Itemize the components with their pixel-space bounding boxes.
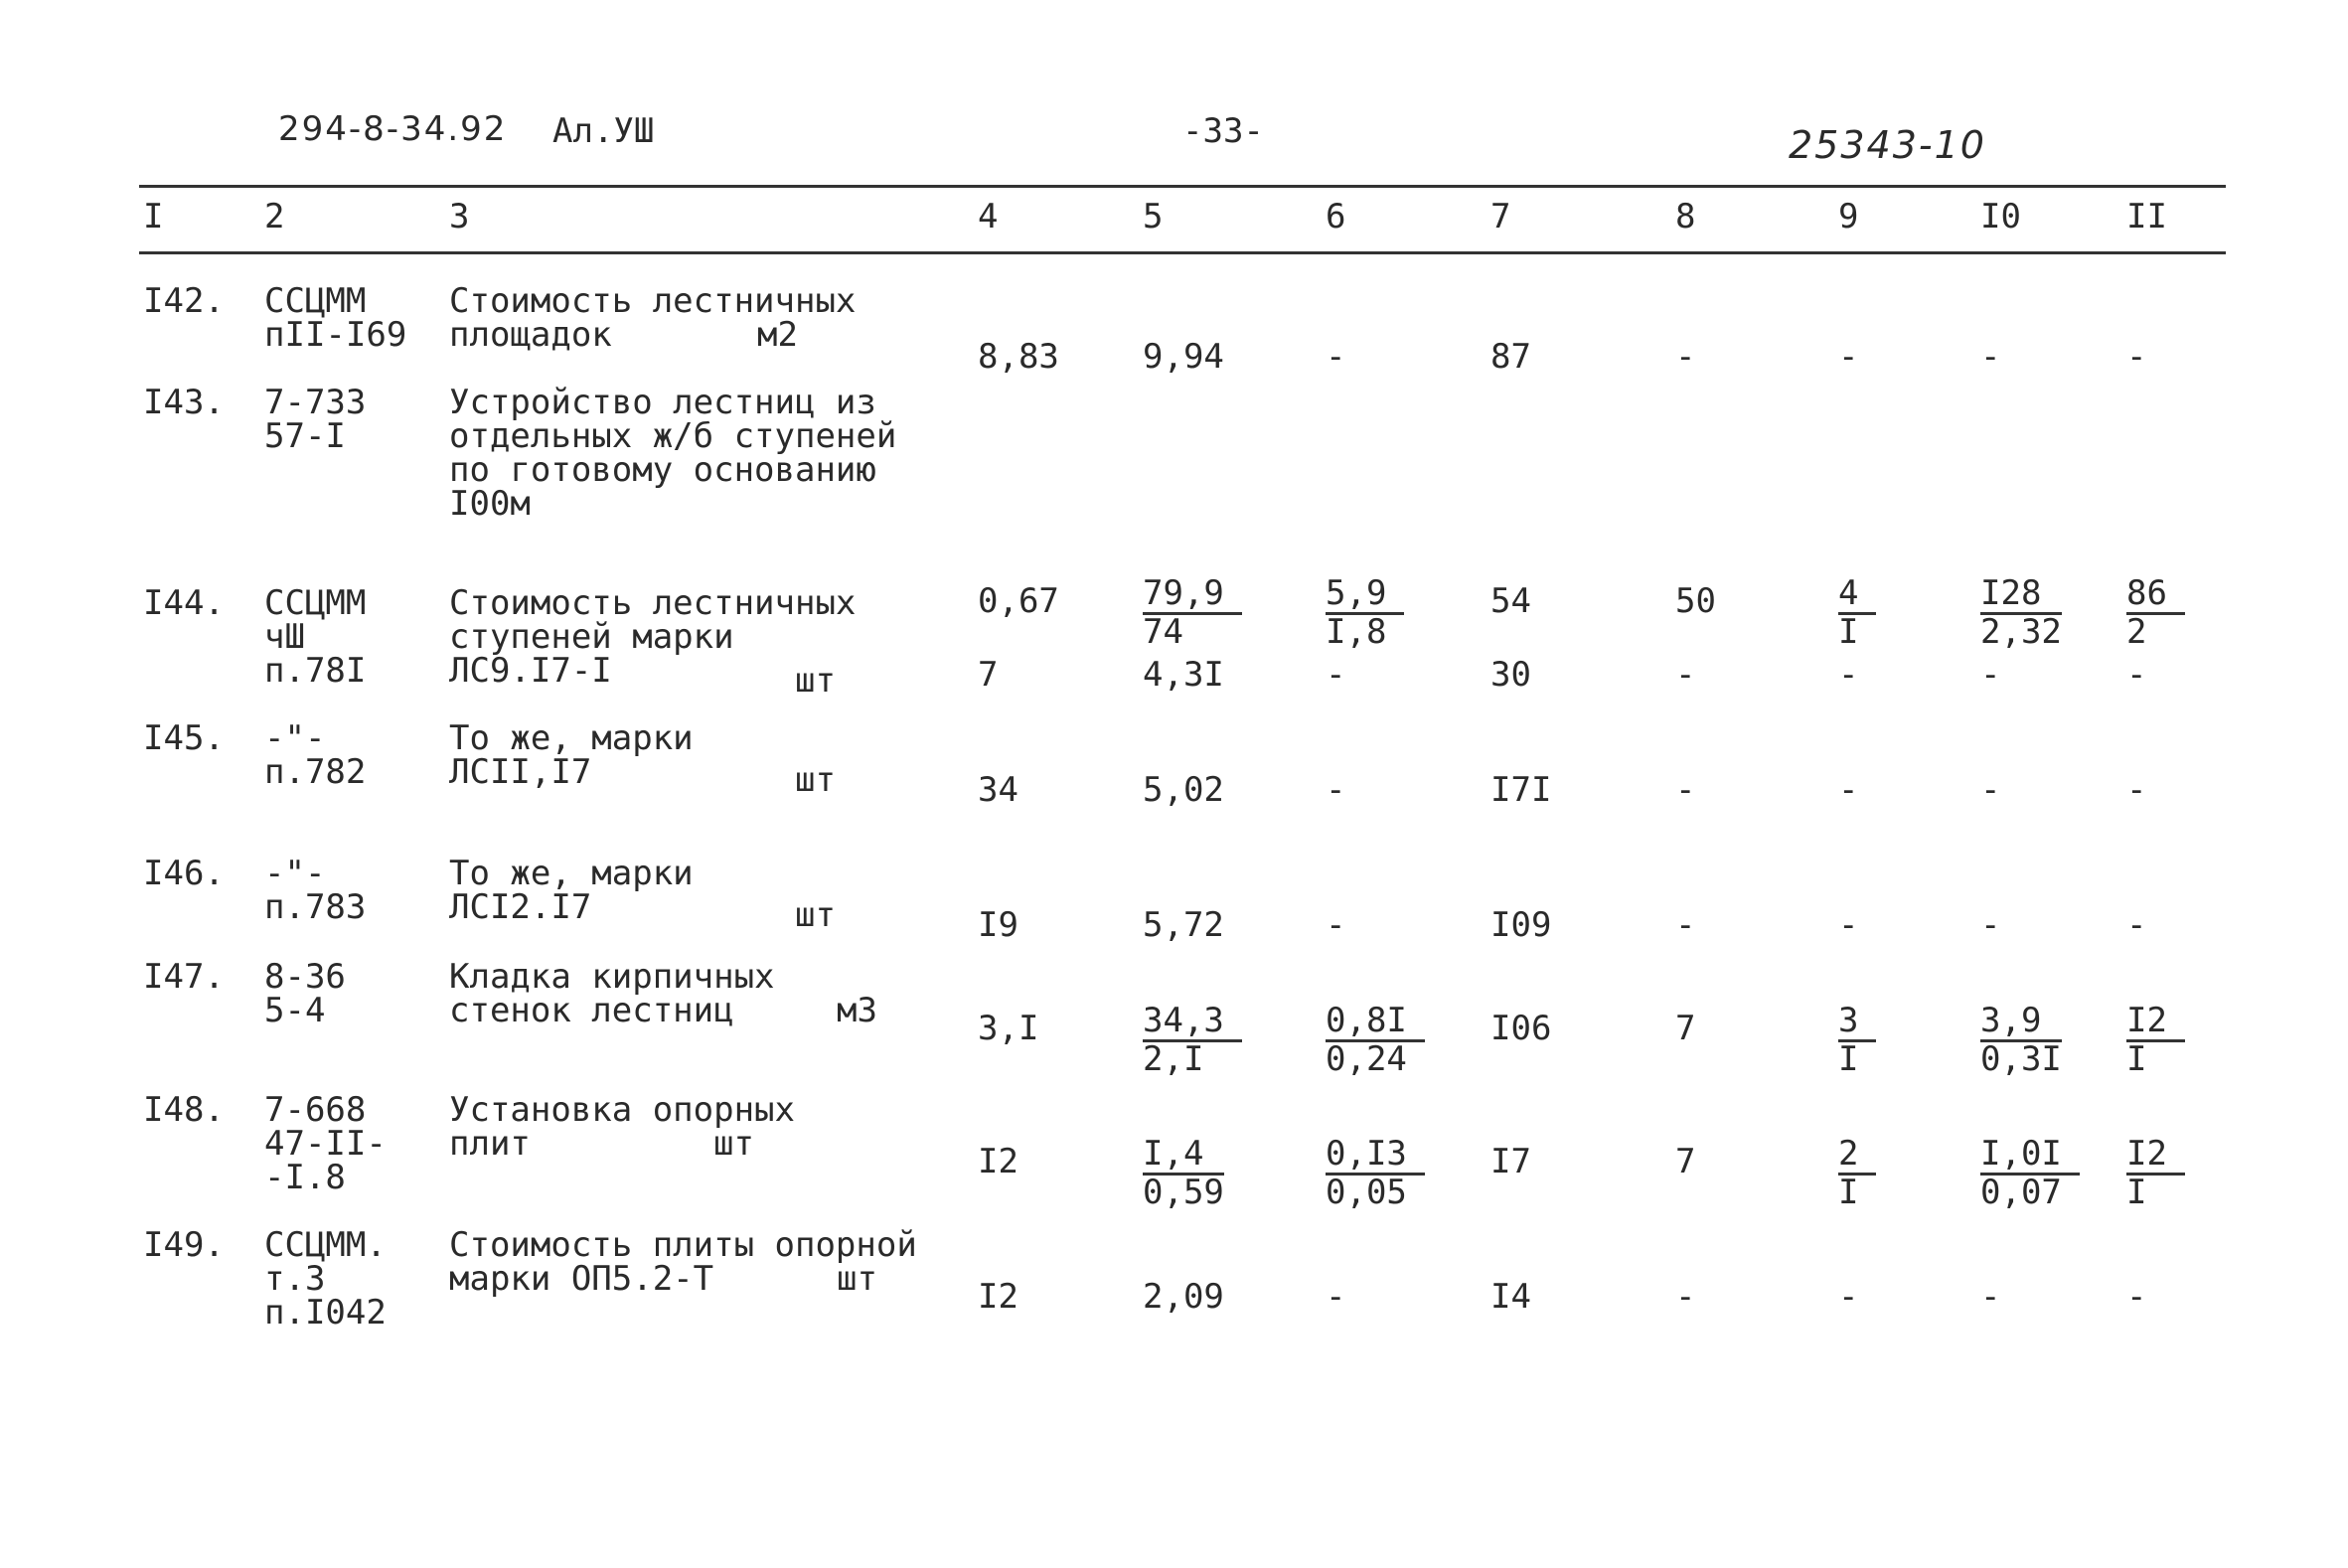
item-number: I47. xyxy=(143,957,225,997)
work-description xyxy=(449,718,694,792)
value-col8: 7 xyxy=(1675,1009,1696,1048)
value-col9: - xyxy=(1838,1277,1859,1317)
value-col4: 8,83 xyxy=(978,337,1059,377)
value-fraction xyxy=(1980,573,2062,652)
rate-code xyxy=(264,281,407,355)
value-col7: I06 xyxy=(1490,1009,1552,1048)
rate-code-line: 5-4 xyxy=(264,991,326,1030)
description-line: марки ОП5.2-Т xyxy=(449,1259,714,1299)
value-col4: I2 xyxy=(978,1142,1018,1181)
value-col8: 50 xyxy=(1675,581,1716,621)
description-line: То же, марки xyxy=(449,718,694,758)
fraction xyxy=(1143,573,1242,652)
unit-of-measure: шт xyxy=(795,760,836,800)
fraction-denominator: 2,I xyxy=(1143,1039,1204,1079)
rate-code xyxy=(264,383,367,456)
value-col8: - xyxy=(1675,655,1696,695)
document-number: 25343-10 xyxy=(1789,123,1986,167)
column-number: I xyxy=(143,197,164,236)
value-fraction xyxy=(1980,1001,2062,1079)
value-col9: - xyxy=(1838,905,1859,945)
description-line: по готовому основанию xyxy=(449,450,876,490)
fraction xyxy=(2126,573,2185,652)
value-col6: - xyxy=(1326,905,1346,945)
fraction-denominator: 2 xyxy=(2126,612,2147,652)
value-col5: 5,72 xyxy=(1143,905,1224,945)
column-number: II xyxy=(2126,197,2167,236)
fraction-numerator: I2 xyxy=(2126,1004,2185,1042)
value-col9: - xyxy=(1838,337,1859,377)
value-fraction xyxy=(1980,1134,2080,1212)
description-line: Стоимость лестничных xyxy=(449,583,857,623)
value-col4: 7 xyxy=(978,655,999,695)
value-col11: - xyxy=(2126,1277,2147,1317)
fraction-numerator: 0,I3 xyxy=(1326,1137,1425,1176)
value-col7: 54 xyxy=(1490,581,1531,621)
fraction xyxy=(2126,1134,2185,1212)
fraction-denominator: I xyxy=(1838,612,1859,652)
value-fraction xyxy=(1143,1001,1242,1079)
fraction xyxy=(1838,1001,1876,1079)
rate-code-line: чШ xyxy=(264,617,305,657)
value-col9: - xyxy=(1838,655,1859,695)
column-number: 8 xyxy=(1675,197,1696,236)
description-line: площадок xyxy=(449,315,612,355)
value-fraction xyxy=(1326,1001,1425,1079)
value-fraction xyxy=(1838,573,1876,652)
unit-of-measure: шт xyxy=(795,661,836,701)
description-line: отдельных ж/б ступеней xyxy=(449,416,897,456)
item-number: I43. xyxy=(143,383,225,422)
fraction xyxy=(1838,573,1876,652)
unit-of-measure: м3 xyxy=(837,991,877,1030)
rate-code-line: п.782 xyxy=(264,752,367,792)
fraction-numerator: I28 xyxy=(1980,576,2062,615)
work-description xyxy=(449,854,694,927)
table-header-rule xyxy=(139,251,2226,254)
rate-code-line: 7-668 xyxy=(264,1090,367,1130)
column-number: 3 xyxy=(449,197,470,236)
fraction-numerator: 79,9 xyxy=(1143,576,1242,615)
description-line: Установка опорных xyxy=(449,1090,795,1130)
value-col5: 2,09 xyxy=(1143,1277,1224,1317)
description-line: ЛС9.I7-I xyxy=(449,651,612,691)
value-col6: - xyxy=(1326,1277,1346,1317)
rate-code-line: 7-733 xyxy=(264,383,367,422)
rate-code xyxy=(264,1225,387,1333)
fraction xyxy=(1143,1134,1224,1212)
fraction-denominator: I xyxy=(1838,1173,1859,1212)
fraction xyxy=(1326,573,1404,652)
unit-of-measure: шт xyxy=(713,1124,754,1164)
value-col10: - xyxy=(1980,770,2001,810)
work-description xyxy=(449,957,775,1030)
rate-code-line: 8-36 xyxy=(264,957,346,997)
fraction-numerator: 3 xyxy=(1838,1004,1876,1042)
description-line: стенок лестниц xyxy=(449,991,734,1030)
value-fraction xyxy=(2126,1001,2185,1079)
value-col4: 34 xyxy=(978,770,1018,810)
fraction xyxy=(1838,1134,1876,1212)
value-fraction xyxy=(1143,1134,1224,1212)
value-fraction xyxy=(1838,1001,1876,1079)
fraction-denominator: 2,32 xyxy=(1980,612,2062,652)
fraction xyxy=(1326,1001,1425,1079)
fraction-numerator: 86 xyxy=(2126,576,2185,615)
fraction-numerator: 34,3 xyxy=(1143,1004,1242,1042)
rate-code-line: -"- xyxy=(264,854,326,893)
value-col4: I9 xyxy=(978,905,1018,945)
value-col7: I7 xyxy=(1490,1142,1531,1181)
fraction-numerator: 5,9 xyxy=(1326,576,1404,615)
rate-code xyxy=(264,718,367,792)
column-number: 5 xyxy=(1143,197,1164,236)
fraction-denominator: 0,05 xyxy=(1326,1173,1407,1212)
fraction xyxy=(1980,573,2062,652)
value-col10: - xyxy=(1980,905,2001,945)
unit-of-measure: шт xyxy=(837,1259,877,1299)
fraction xyxy=(1980,1001,2062,1079)
rate-code xyxy=(264,583,367,691)
rate-code-line: 47-II- xyxy=(264,1124,387,1164)
description-line: ЛСI2.I7 xyxy=(449,887,592,927)
value-fraction xyxy=(2126,1134,2185,1212)
description-line: Стоимость лестничных xyxy=(449,281,857,321)
column-number: 7 xyxy=(1490,197,1511,236)
description-line: Кладка кирпичных xyxy=(449,957,775,997)
unit-of-measure: шт xyxy=(795,895,836,935)
fraction xyxy=(1143,1001,1242,1079)
fraction-denominator: 0,59 xyxy=(1143,1173,1224,1212)
rate-code-line: п.78I xyxy=(264,651,367,691)
value-col10: - xyxy=(1980,337,2001,377)
fraction-numerator: I2 xyxy=(2126,1137,2185,1176)
fraction-denominator: 74 xyxy=(1143,612,1183,652)
value-col4: 3,I xyxy=(978,1009,1039,1048)
value-col5: 4,3I xyxy=(1143,655,1224,695)
description-line: То же, марки xyxy=(449,854,694,893)
fraction xyxy=(2126,1001,2185,1079)
column-number: I0 xyxy=(1980,197,2021,236)
value-col7: I09 xyxy=(1490,905,1552,945)
value-col5: 5,02 xyxy=(1143,770,1224,810)
value-col11: - xyxy=(2126,770,2147,810)
rate-code xyxy=(264,1090,387,1197)
value-fraction xyxy=(1326,573,1404,652)
value-col6: - xyxy=(1326,655,1346,695)
rate-code xyxy=(264,957,346,1030)
rate-code-line: -I.8 xyxy=(264,1158,346,1197)
value-col7: I4 xyxy=(1490,1277,1531,1317)
value-col11: - xyxy=(2126,655,2147,695)
fraction-numerator: 4 xyxy=(1838,576,1876,615)
item-number: I44. xyxy=(143,583,225,623)
rate-code-line: ССЦММ. xyxy=(264,1225,387,1265)
value-fraction xyxy=(1143,573,1242,652)
value-col7: 30 xyxy=(1490,655,1531,695)
column-number: 4 xyxy=(978,197,999,236)
value-fraction xyxy=(1326,1134,1425,1212)
sheet-label: Ал.УШ xyxy=(552,111,655,151)
fraction-denominator: I xyxy=(2126,1173,2147,1212)
rate-code-line: пII-I69 xyxy=(264,315,407,355)
rate-code-line: 57-I xyxy=(264,416,346,456)
fraction-denominator: I xyxy=(1838,1039,1859,1079)
value-col8: - xyxy=(1675,337,1696,377)
description-line: Стоимость плиты опорной xyxy=(449,1225,917,1265)
rate-code-line: ССЦММ xyxy=(264,281,367,321)
value-col4: I2 xyxy=(978,1277,1018,1317)
fraction-numerator: 2 xyxy=(1838,1137,1876,1176)
column-number: 6 xyxy=(1326,197,1346,236)
rate-code-line: п.I042 xyxy=(264,1293,387,1333)
value-col6: - xyxy=(1326,770,1346,810)
table-top-rule xyxy=(139,185,2226,188)
unit-of-measure: м2 xyxy=(757,315,798,355)
fraction-denominator: 0,3I xyxy=(1980,1039,2062,1079)
fraction-denominator: I xyxy=(2126,1039,2147,1079)
rate-code-line: -"- xyxy=(264,718,326,758)
item-number: I42. xyxy=(143,281,225,321)
description-line: плит xyxy=(449,1124,531,1164)
description-line: Устройство лестниц из xyxy=(449,383,876,422)
column-number: 2 xyxy=(264,197,285,236)
fraction-numerator: 3,9 xyxy=(1980,1004,2062,1042)
value-col8: - xyxy=(1675,905,1696,945)
fraction-numerator: 0,8I xyxy=(1326,1004,1425,1042)
rate-code-line: т.3 xyxy=(264,1259,326,1299)
column-number: 9 xyxy=(1838,197,1859,236)
value-col8: 7 xyxy=(1675,1142,1696,1181)
description-line: ЛСII,I7 xyxy=(449,752,592,792)
value-col5: 9,94 xyxy=(1143,337,1224,377)
item-number: I48. xyxy=(143,1090,225,1130)
value-col6: - xyxy=(1326,337,1346,377)
value-col11: - xyxy=(2126,905,2147,945)
value-fraction xyxy=(2126,573,2185,652)
value-fraction xyxy=(1838,1134,1876,1212)
value-col8: - xyxy=(1675,1277,1696,1317)
value-col4: 0,67 xyxy=(978,581,1059,621)
value-col8: - xyxy=(1675,770,1696,810)
item-number: I45. xyxy=(143,718,225,758)
page-number: -33- xyxy=(1182,111,1264,151)
value-col11: - xyxy=(2126,337,2147,377)
description-line: ступеней марки xyxy=(449,617,734,657)
description-line: I00м xyxy=(449,484,531,524)
fraction-denominator: I,8 xyxy=(1326,612,1387,652)
fraction xyxy=(1980,1134,2080,1212)
rate-code-line: п.783 xyxy=(264,887,367,927)
doc-code: 294-8-34.92 xyxy=(278,109,508,149)
rate-code xyxy=(264,854,367,927)
fraction xyxy=(1326,1134,1425,1212)
item-number: I49. xyxy=(143,1225,225,1265)
fraction-numerator: I,0I xyxy=(1980,1137,2080,1176)
fraction-denominator: 0,24 xyxy=(1326,1039,1407,1079)
fraction-numerator: I,4 xyxy=(1143,1137,1224,1176)
value-col10: - xyxy=(1980,1277,2001,1317)
rate-code-line: ССЦММ xyxy=(264,583,367,623)
value-col9: - xyxy=(1838,770,1859,810)
value-col10: - xyxy=(1980,655,2001,695)
item-number: I46. xyxy=(143,854,225,893)
value-col7: I7I xyxy=(1490,770,1552,810)
value-col7: 87 xyxy=(1490,337,1531,377)
work-description xyxy=(449,383,897,524)
fraction-denominator: 0,07 xyxy=(1980,1173,2062,1212)
